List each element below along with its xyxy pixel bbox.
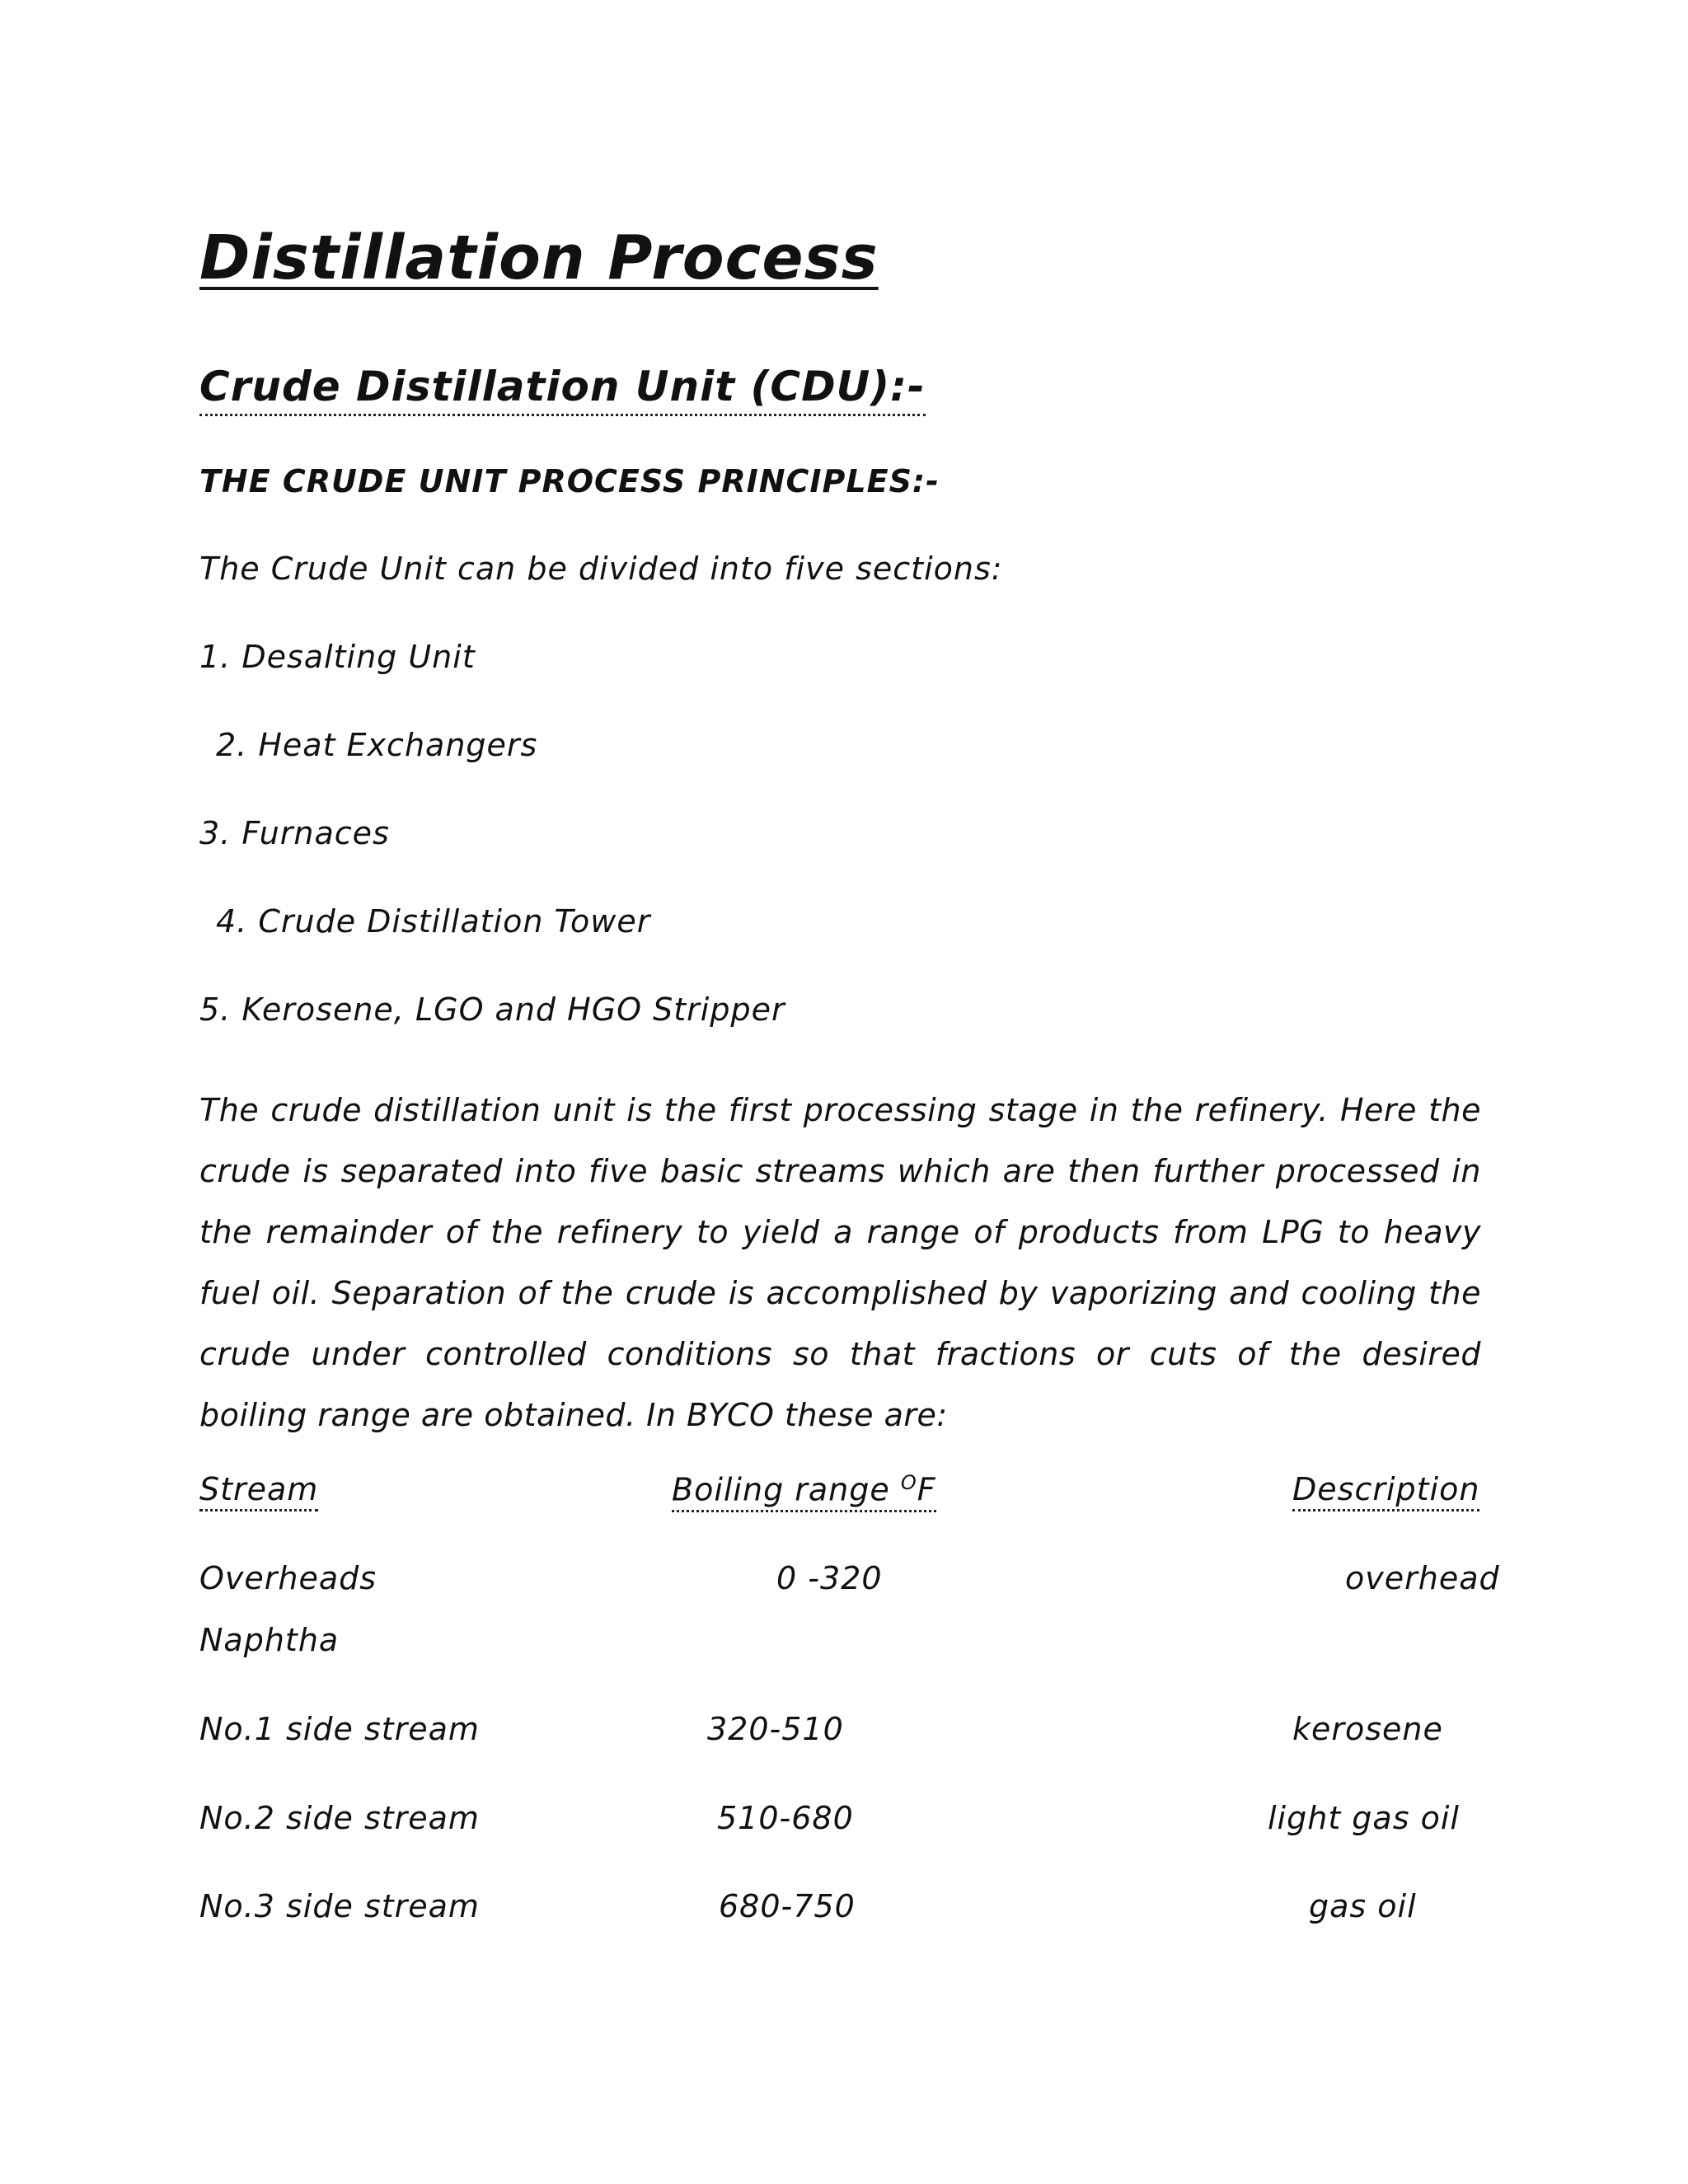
- table-row-1-description: overhead: [1345, 1560, 1500, 1596]
- section-item-4: 4. Crude Distillation Tower: [216, 903, 651, 940]
- table-row-4-range: 680-750: [719, 1888, 856, 1924]
- table-row-1-range: 0 -320: [776, 1560, 883, 1596]
- table-row-3-stream: No.2 side stream: [199, 1800, 480, 1836]
- table-row-3-description: light gas oil: [1268, 1800, 1460, 1836]
- degree-symbol: O: [900, 1471, 917, 1494]
- table-row-4-stream: No.3 side stream: [199, 1888, 480, 1924]
- section-item-2: 2. Heat Exchangers: [216, 727, 538, 763]
- table-row-1-stream-line2: Naphtha: [199, 1622, 340, 1658]
- document-title: Distillation Process: [199, 223, 879, 293]
- intro-text: The Crude Unit can be divided into five sections:: [199, 551, 1003, 587]
- table-header-boiling-range: [672, 1471, 936, 1512]
- boiling-range-unit: F: [917, 1471, 936, 1508]
- table-row-3-range: 510-680: [717, 1800, 854, 1836]
- table-header-description: Description: [1292, 1471, 1479, 1511]
- table-row-2-description: kerosene: [1292, 1711, 1443, 1747]
- table-row-4-description: gas oil: [1309, 1888, 1417, 1924]
- section-item-3: 3. Furnaces: [199, 815, 390, 851]
- section-item-1: 1. Desalting Unit: [199, 639, 476, 675]
- table-header-stream: Stream: [199, 1471, 318, 1511]
- table-row-2-range: 320-510: [707, 1711, 844, 1747]
- section-item-5: 5. Kerosene, LGO and HGO Stripper: [199, 991, 785, 1028]
- section-heading-cdu: Crude Distillation Unit (CDU):-: [199, 363, 926, 416]
- principles-heading: THE CRUDE UNIT PROCESS PRINCIPLES:-: [199, 463, 940, 499]
- body-paragraph: The crude distillation unit is the first processing stage in the refinery. Here the crude is separated into five basic streams which are then further processed in the remainder of the refinery to yield a range of products from LPG to heavy fuel oil. Separation of the crude is accomplished by vaporizing and cooling the crude under controlled conditions so that fractions or cuts of the desired boiling range are obtained. In BYCO these are:: [199, 1092, 1481, 1433]
- table-row-2-stream: No.1 side stream: [199, 1711, 480, 1747]
- boiling-range-label: Boiling range: [672, 1471, 901, 1508]
- table-row-1-stream: Overheads: [199, 1560, 377, 1596]
